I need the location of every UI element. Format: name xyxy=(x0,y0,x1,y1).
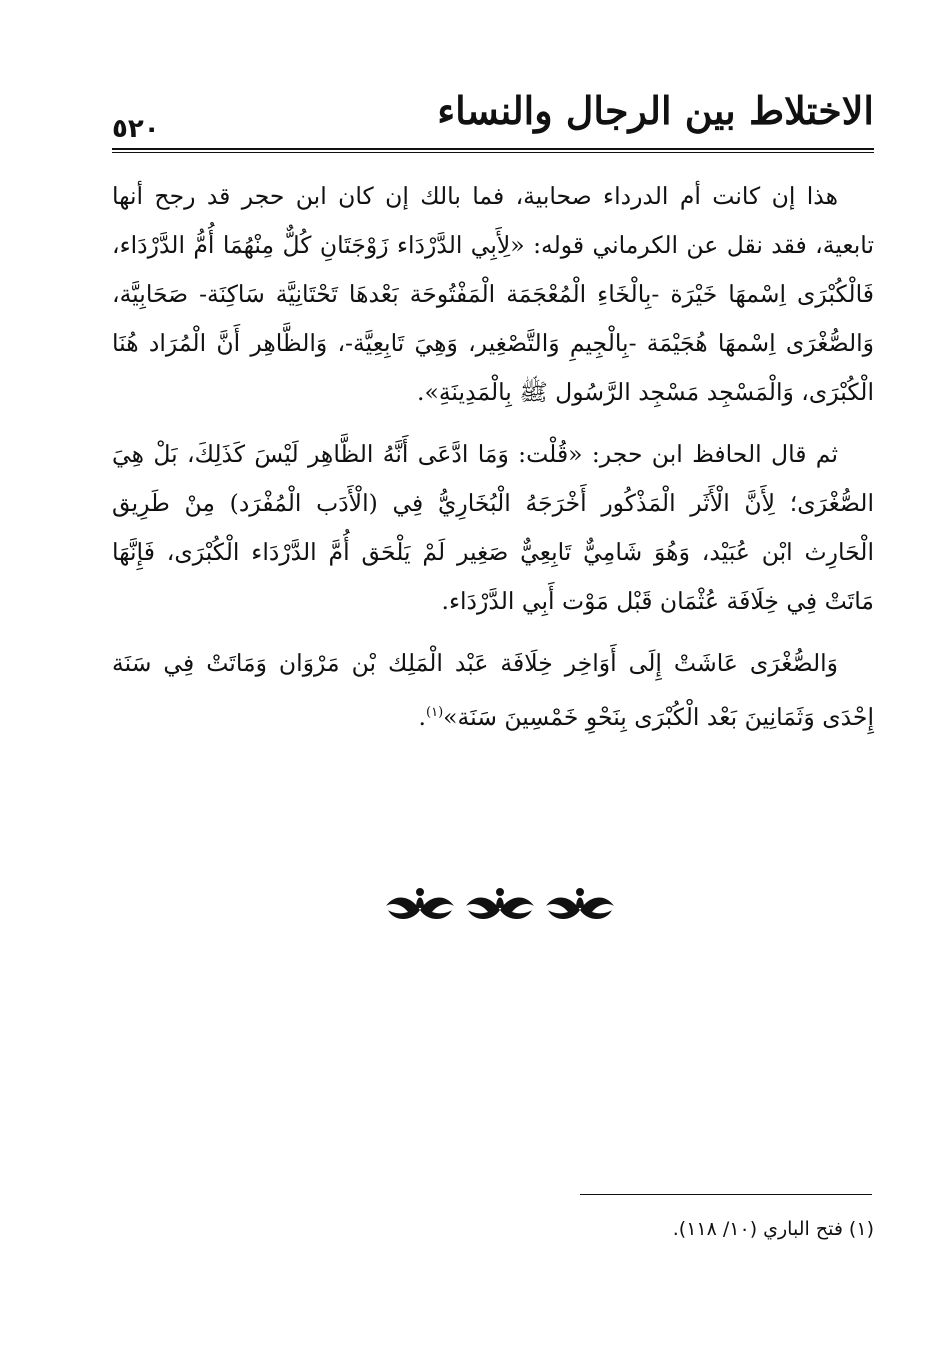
paragraph-3-end: . xyxy=(418,702,426,731)
running-header xyxy=(112,88,874,148)
paragraph-2: ثم قال الحافظ ابن حجر: «قُلْت: وَمَا ادَّعَى أَنَّهُ الظَّاهِر لَيْسَ كَذَلِكَ، بَلْ هِيَ الصُّغْرَى؛ لِأَنَّ الْأَثَر الْمَذْكُور أَخْرَجَهُ الْبُخَارِيُّ فِي (الْأَدَب الْمُفْرَد) مِنْ طَرِيق الْحَارِث ابْن عُبَيْد، وَهُوَ شَامِيٌّ تَابِعِيٌّ صَغِير لَمْ يَلْحَق أُمَّ الدَّرْدَاء الْكُبْرَى، فَإِنَّهَا مَاتَتْ فِي خِلَافَة عُثْمَان قَبْل مَوْت أَبِي الدَّرْدَاء. xyxy=(112,440,874,615)
ornament-motif-3 xyxy=(546,888,614,919)
header-rule xyxy=(112,148,874,150)
footnote-marker: (١) xyxy=(426,705,444,720)
paragraph-3-text: وَالصُّغْرَى عَاشَتْ إِلَى أَوَاخِر خِلَافَة عَبْد الْمَلِك بْن مَرْوَان وَمَاتَتْ فِي سَنَة إِحْدَى وَثَمَانِينَ بَعْد الْكُبْرَى بِنَحْوِ خَمْسِينَ سَنَة» xyxy=(112,649,874,731)
paragraph-3 xyxy=(112,639,874,742)
footnote-rule xyxy=(580,1194,872,1195)
page-number: ٥٢٠ xyxy=(112,114,160,144)
ornament-divider xyxy=(380,880,620,940)
ornament-motif-2 xyxy=(466,888,534,919)
paragraph-1: هذا إن كانت أم الدرداء صحابية، فما بالك إن كان ابن حجر قد رجح أنها تابعية، فقد نقل عن الكرماني قوله: «لِأَبِي الدَّرْدَاء زَوْجَتَانِ كُلٌّ مِنْهُمَا أُمُّ الدَّرْدَاء، فَالْكُبْرَى اِسْمهَا خَيْرَة -بِالْخَاءِ الْمُعْجَمَة الْمَفْتُوحَة بَعْدهَا تَحْتَانِيَّة سَاكِنَة- صَحَابِيَّة، وَالصُّغْرَى اِسْمهَا هُجَيْمَة -بِالْجِيمِ وَالتَّصْغِير، وَهِيَ تَابِعِيَّة-، وَالظَّاهِر أَنَّ الْمُرَاد هُنَا الْكُبْرَى، وَالْمَسْجِد مَسْجِد الرَّسُول ﷺ بِالْمَدِينَةِ». xyxy=(112,182,874,406)
footnote: (١) فتح الباري (١٠/ ١١٨). xyxy=(672,1218,874,1240)
ornament-motif-1 xyxy=(386,888,454,919)
header-rule-thin xyxy=(112,152,874,153)
running-header-title: الاختلاط بين الرجال والنساء xyxy=(437,88,874,133)
main-text xyxy=(112,172,874,755)
